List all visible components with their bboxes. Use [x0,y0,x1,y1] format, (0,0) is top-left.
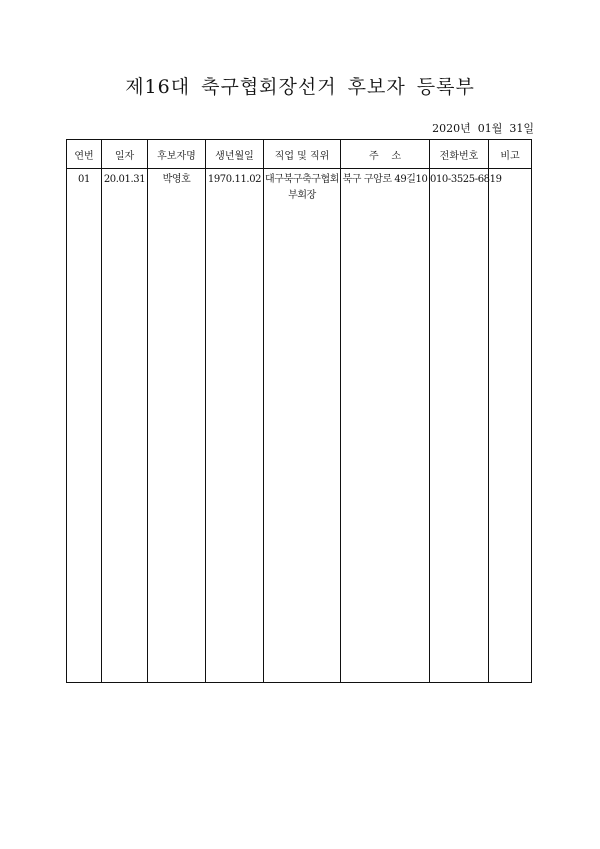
cell-birth-date: 1970.11.02 [206,169,264,683]
cell-date: 20.01.31 [102,169,148,683]
header-candidate-name: 후보자명 [148,140,206,169]
document-date: 2020년 01월 31일 [432,122,534,135]
header-serial-number: 연번 [67,140,102,169]
cell-candidate-name: 박영호 [148,169,206,683]
cell-address: 북구 구암로 49길10 [341,169,430,683]
cell-phone: 010-3525-6819 [430,169,489,683]
cell-serial-number: 01 [67,169,102,683]
candidate-registry-table [66,139,532,683]
cell-remarks [489,169,532,683]
header-birth-date: 생년월일 [206,140,264,169]
header-remarks: 비고 [489,140,532,169]
document-title: 제16대 축구협회장선거 후보자 등록부 [125,76,475,98]
table-row [67,169,532,683]
header-address: 주 소 [341,140,430,169]
cell-occupation: 대구북구축구협회 부회장 [264,169,341,683]
header-occupation: 직업 및 직위 [264,140,341,169]
header-date: 일자 [102,140,148,169]
table-header-row [67,140,532,169]
header-phone: 전화번호 [430,140,489,169]
